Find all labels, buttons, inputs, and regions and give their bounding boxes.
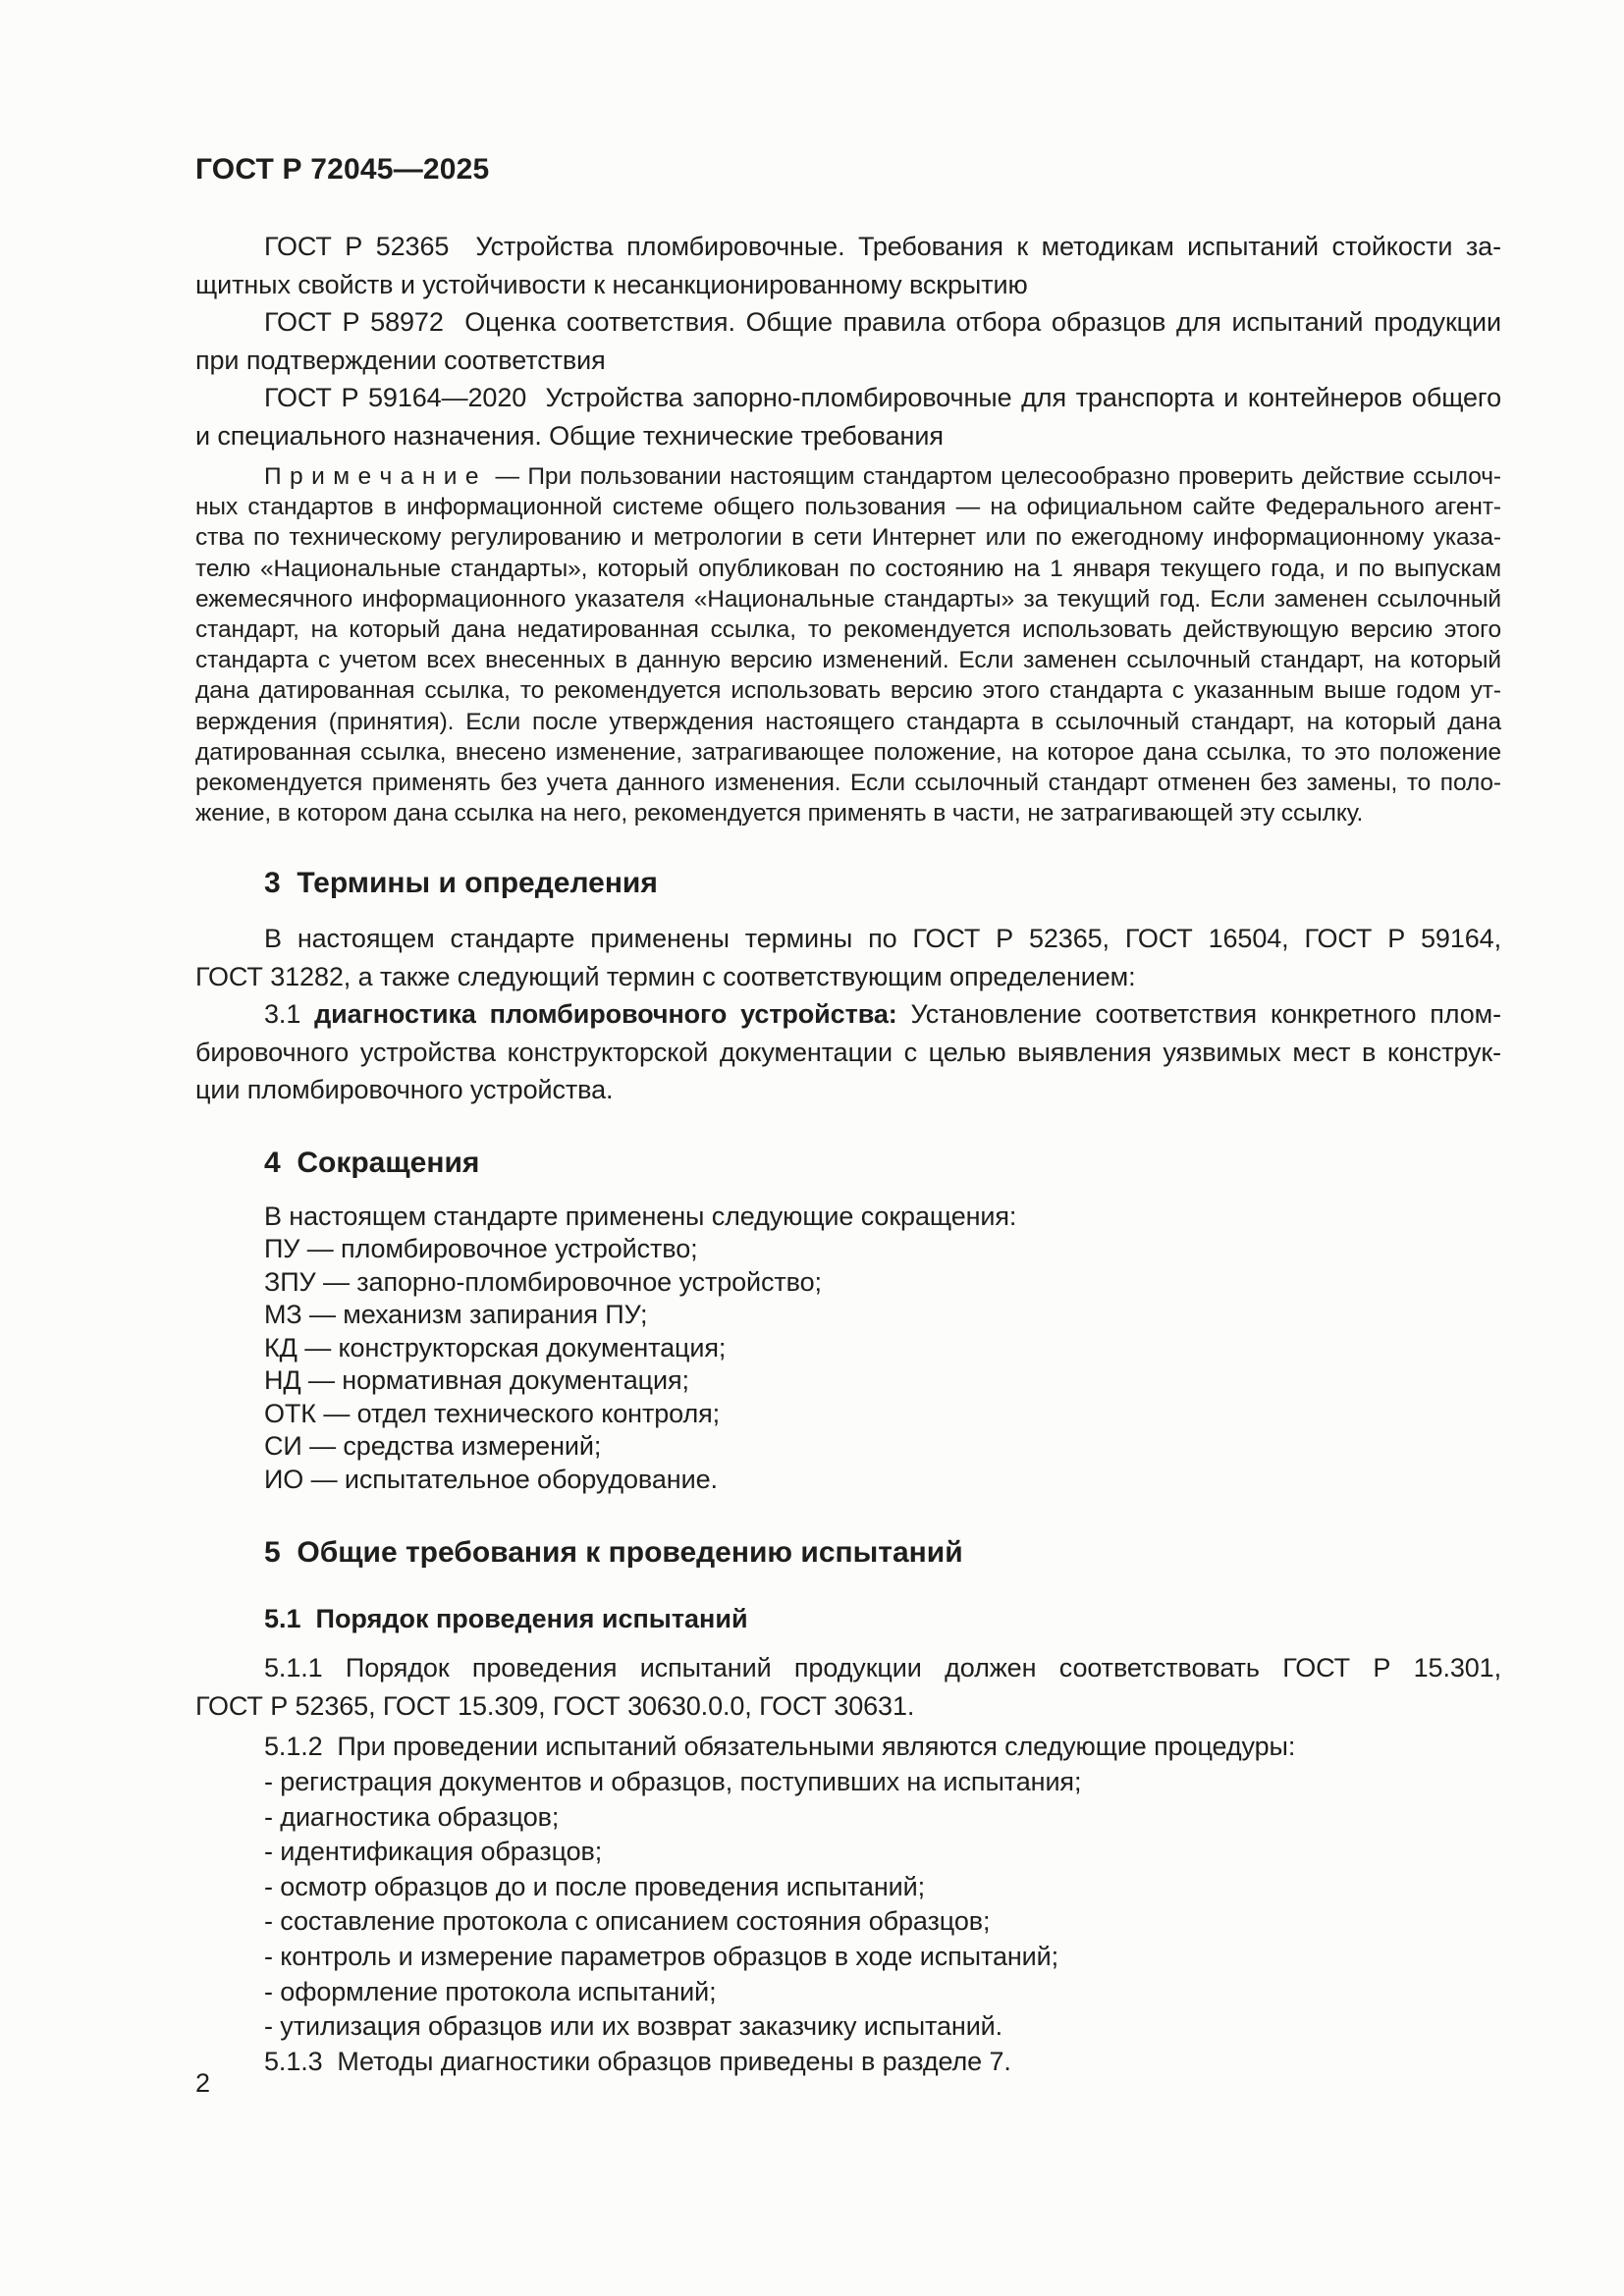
text-line: ЗПУ — запорно-пломбировочное устройство; (264, 1266, 822, 1297)
text-line: ГОСТ Р 52365, ГОСТ 15.309, ГОСТ 30630.0.0, ГОСТ 30631. (195, 1690, 915, 1721)
text-line: ГОСТ Р 59164—2020 Устройства запорно-пломбировочные для транспорта и контейнеров общего (264, 383, 1501, 412)
text-line: КД — конструкторская документация; (264, 1332, 727, 1362)
normative-references (195, 228, 1501, 454)
text-line: В настоящем стандарте применены следующие сокращения: (264, 1201, 1017, 1231)
section-3-heading: 3 Термины и определения (264, 867, 658, 900)
section-5-heading: 5 Общие требования к проведению испытаний (264, 1536, 963, 1570)
page-number: 2 (195, 2068, 211, 2098)
text-line: ства по техническому регулированию и метрологии в сети Интернет или по ежегодному информационному указа- (195, 524, 1501, 552)
section-4-heading: 4 Сокращения (264, 1146, 480, 1179)
text-line: при подтверждении соответствия (195, 345, 606, 375)
reference-paragraph (195, 379, 1501, 454)
text-line: - оформление протокола испытаний; (264, 1976, 717, 2006)
term-definition-continuation (195, 1034, 1501, 1109)
running-header-standard-number: ГОСТ Р 72045—2025 (195, 153, 490, 186)
text-line: - идентификация образцов; (264, 1837, 603, 1867)
section-3-intro-paragraph (195, 920, 1501, 995)
term-definition-paragraph (195, 995, 1501, 1109)
term-name: диагностика пломбировочного устройства: (314, 999, 897, 1030)
clause-5-1-2-procedures-list (195, 1730, 1501, 2079)
abbreviations-list (195, 1201, 1501, 1497)
text-line: ежемесячного информационного указателя «Национальные стандарты» за текущий год. Если заменен ссылочный (195, 585, 1501, 613)
term-number: 3.1 (264, 999, 315, 1030)
text-line: 5.1.1 Порядок проведения испытаний продукции должен соответствовать ГОСТ Р 15.301, (264, 1653, 1501, 1683)
text-line: - составление протокола с описанием состояния образцов; (264, 1906, 991, 1937)
text-line: - осмотр образцов до и после проведения испытаний; (264, 1871, 926, 1901)
text-line: ПУ — пломбировочное устройство; (264, 1234, 698, 1264)
text-line: ных стандартов в информационной системе общего пользования — на официальном сайте Федерального агент- (195, 494, 1501, 521)
text-line: - регистрация документов и образцов, поступивших на испытания; (264, 1767, 1082, 1797)
text-line: 5.1.2 При проведении испытаний обязательными являются следующие процедуры: (264, 1732, 1296, 1762)
text-line: П р и м е ч а н и е — При пользовании настоящим стандартом целесообразно проверить действие ссылоч- (264, 463, 1501, 490)
text-line: 5.1.3 Методы диагностики образцов приведены в разделе 7. (264, 2046, 1011, 2076)
text-line: - контроль и измерение параметров образцов в ходе испытаний; (264, 1942, 1059, 1971)
text-line: верждения (принятия). Если после утверждения настоящего стандарта в ссылочный стандарт, на который дана (195, 708, 1501, 735)
subsection-5-1-heading: 5.1 Порядок проведения испытаний (264, 1604, 748, 1634)
text-line: ИО — испытательное оборудование. (264, 1464, 718, 1494)
clause-5-1-1-paragraph (195, 1649, 1501, 1725)
text-line: и специального назначения. Общие технические требования (195, 420, 944, 451)
text-line: щитных свойств и устойчивости к несанкционированному вскрытию (195, 269, 1028, 299)
reference-paragraph (195, 228, 1501, 303)
text-line: МЗ — механизм запирания ПУ; (264, 1300, 648, 1330)
text-line: бировочного устройства конструкторской документации с целью выявления уязвимых мест в конструк- (195, 1037, 1501, 1067)
text-line: - утилизация образцов или их возврат заказчику испытаний. (264, 2011, 1003, 2042)
text-line: ГОСТ Р 52365 Устройства пломбировочные. Требования к методикам испытаний стойкости за- (264, 232, 1501, 261)
text-line: дана датированная ссылка, то рекомендуется использовать версию этого стандарта с указанным выше годом ут- (195, 677, 1501, 705)
text-line: стандарта с учетом всех внесенных в данную версию изменений. Если заменен ссылочный стандарт, на который (195, 647, 1501, 674)
text-line: - диагностика образцов; (264, 1801, 560, 1832)
text-line: стандарт, на который дана недатированная ссылка, то рекомендуется использовать действующую версию этого (195, 616, 1501, 644)
text-line: жение, в котором дана ссылка на него, рекомендуется применять в части, не затрагивающей эту ссылку. (195, 800, 1364, 828)
reference-paragraph (195, 303, 1501, 379)
text-line: ции пломбировочного устройства. (195, 1075, 614, 1105)
text-line: ОТК — отдел технического контроля; (264, 1398, 721, 1428)
text-line: СИ — средства измерений; (264, 1431, 602, 1462)
note-paragraph (195, 461, 1501, 828)
text-line: рекомендуется применять без учета данного изменения. Если ссылочный стандарт отменен без замены, то поло- (195, 770, 1501, 797)
text-line: ГОСТ 31282, а также следующий термин с соответствующим определением: (195, 961, 1136, 991)
term-definition-start: Установление соответствия конкретного плом- (896, 999, 1502, 1030)
text-line: телю «Национальные стандарты», который опубликован по состоянию на 1 января текущего года, и по выпускам (195, 555, 1501, 582)
text-line: ГОСТ Р 58972 Оценка соответствия. Общие правила отбора образцов для испытаний продукции (264, 307, 1501, 337)
text-line: В настоящем стандарте применены термины по ГОСТ Р 52365, ГОСТ 16504, ГОСТ Р 59164, (264, 924, 1501, 954)
text-line: НД — нормативная документация; (264, 1365, 689, 1396)
text-line: датированная ссылка, внесено изменение, затрагивающее положение, на которое дана ссылка, то это положение (195, 738, 1501, 766)
term-definition-first-line (195, 995, 1501, 1034)
